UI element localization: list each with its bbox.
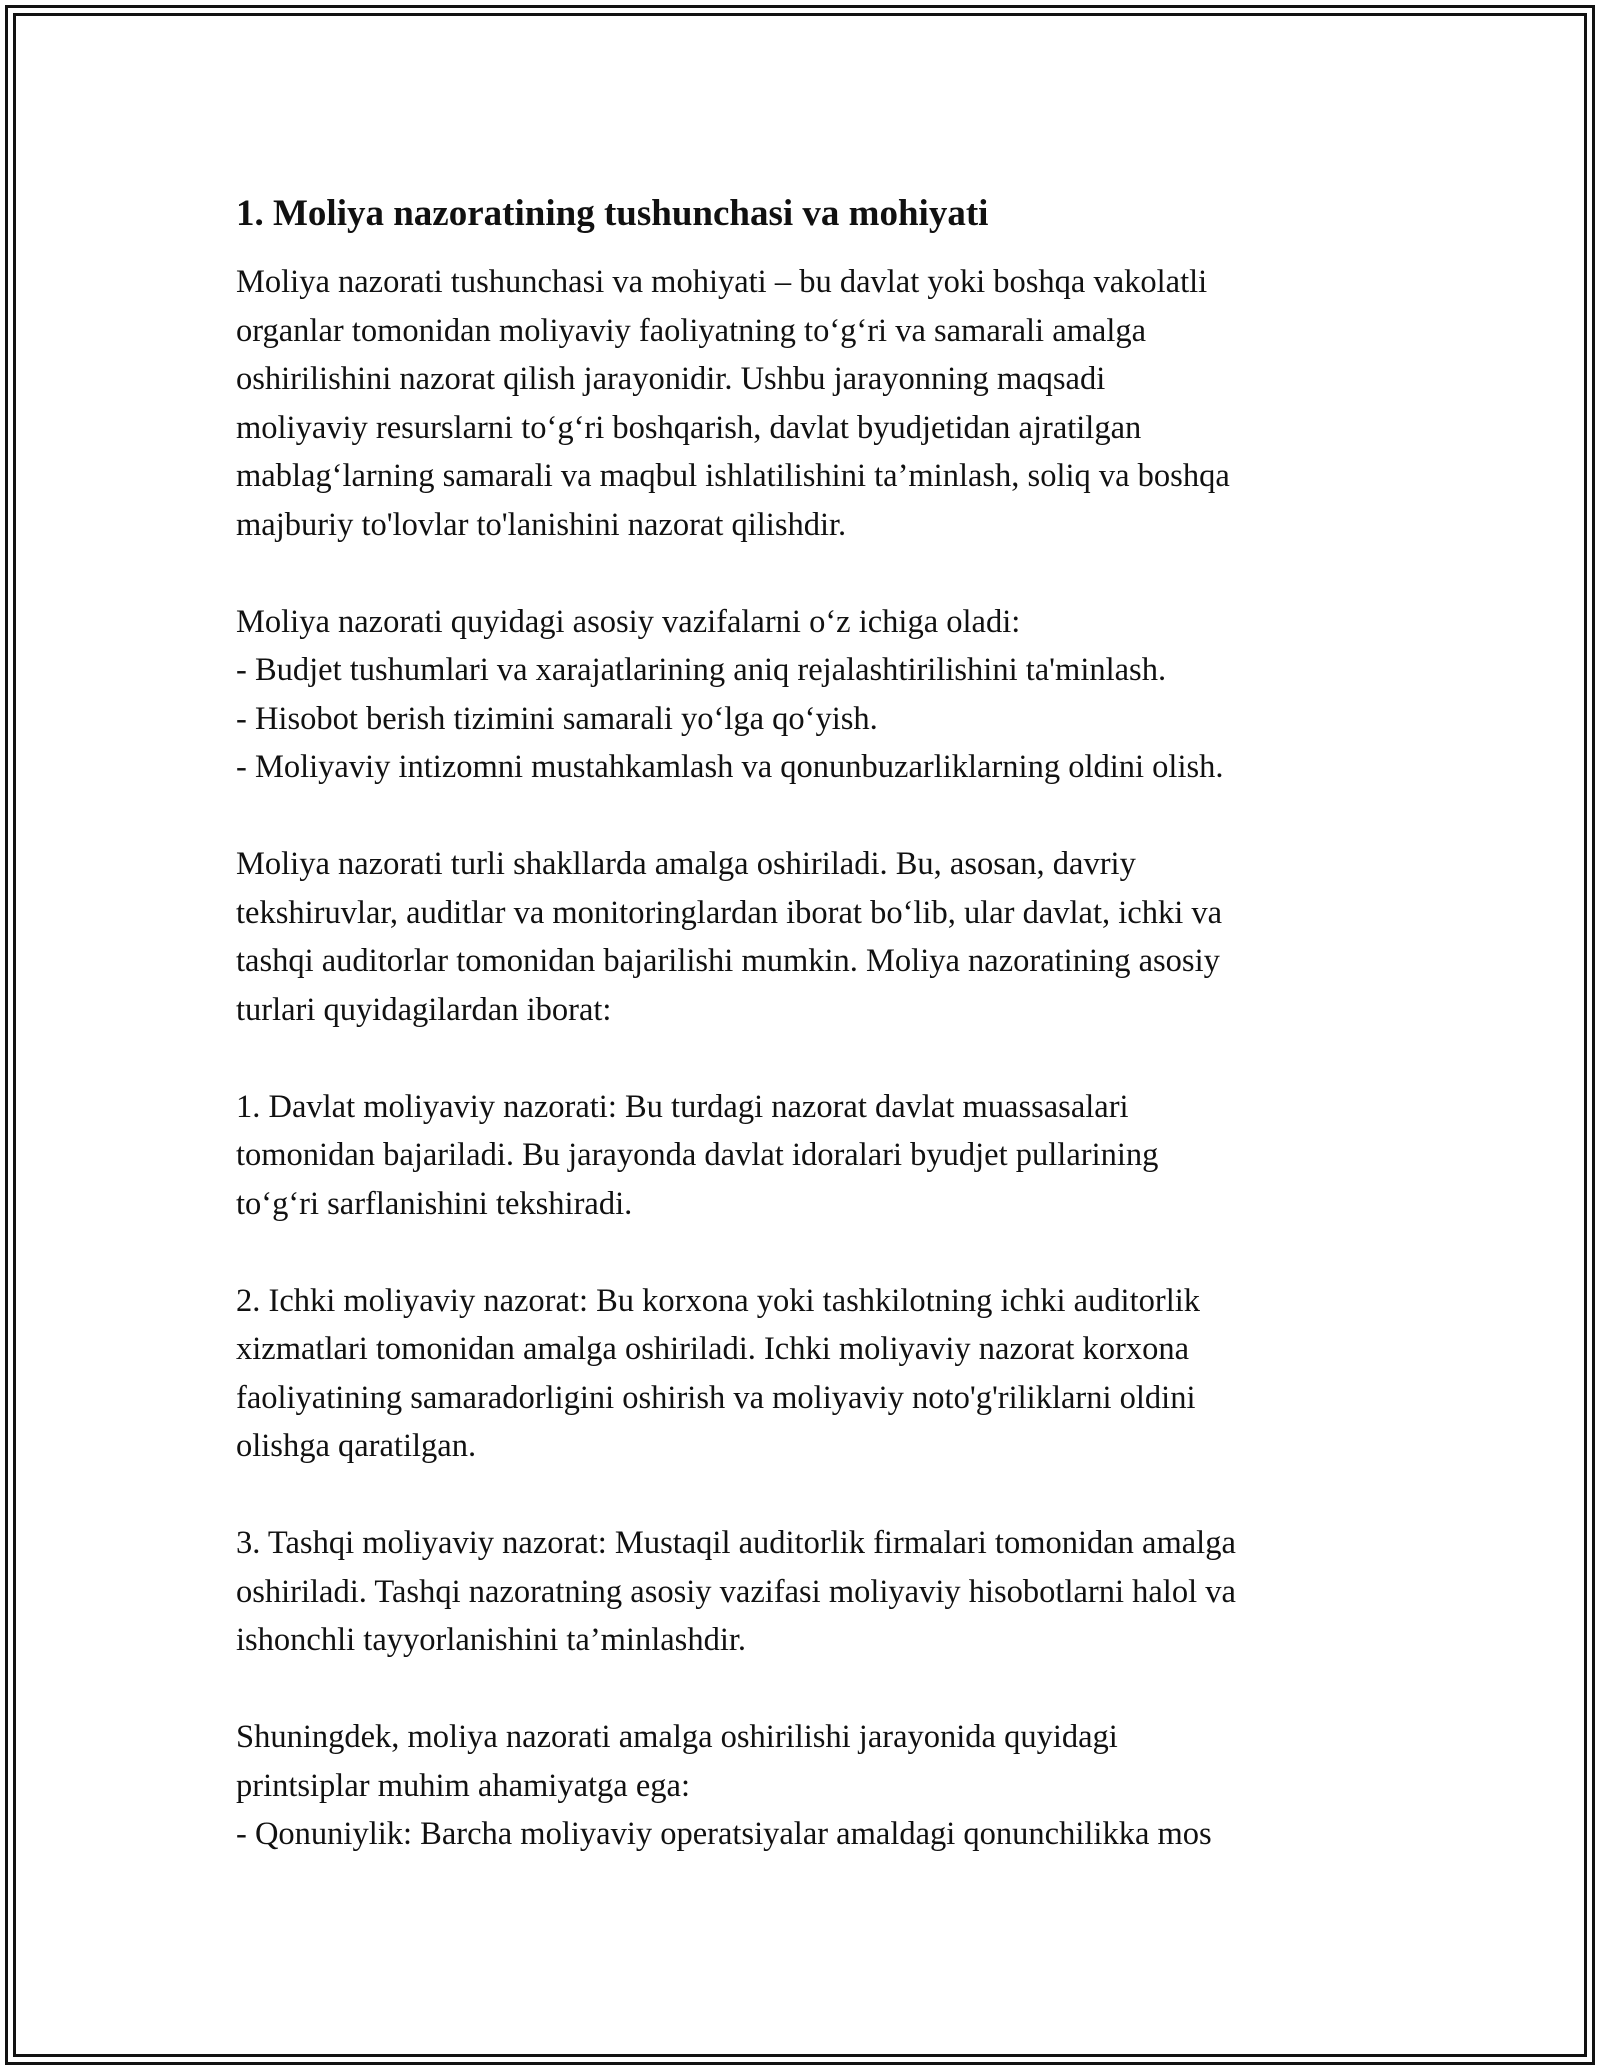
text-line: moliyaviy resurslarni to‘g‘ri boshqarish, davlat byudjetidan ajratilgan [236,409,1142,446]
text-line: faoliyatining samaradorligini oshirish va moliyaviy noto'g'riliklarni oldini [236,1379,1196,1416]
paragraph-spacer [236,792,1386,841]
paragraph-spacer [236,1665,1386,1714]
text-line: to‘g‘ri sarflanishini tekshiradi. [236,1185,633,1222]
paragraph-principles [236,1713,1386,1859]
text-line: Moliya nazorati turli shakllarda amalga oshiriladi. Bu, asosan, davriy [236,846,1136,882]
text-line: organlar tomonidan moliyaviy faoliyatning to‘g‘ri va samarali amalga [236,312,1147,349]
paragraph-state-control [236,1083,1386,1229]
paragraph-internal-control [236,1277,1386,1471]
page-title: 1. Moliya nazoratining tushunchasi va mohiyati [236,193,989,234]
text-line: olishga qaratilgan. [236,1428,477,1464]
list-item: - Hisobot berish tizimini samarali yo‘lga qo‘yish. [236,700,878,737]
paragraph-spacer [236,1034,1386,1083]
paragraph-external-control [236,1519,1386,1665]
text-line: tashqi auditorlar tomonidan bajarilishi mumkin. Moliya nazoratining asosiy [236,943,1220,979]
list-item: - Moliyaviy intizomni mustahkamlash va qonunbuzarliklarning oldini olish. [236,749,1224,785]
text-line: printsiplar muhim ahamiyatga ega: [236,1767,690,1804]
text-line: tomonidan bajariladi. Bu jarayonda davlat idoralari byudjet pullarining [236,1137,1159,1173]
text-line: Moliya nazorati tushunchasi va mohiyati – bu davlat yoki boshqa vakolatli [236,264,1208,300]
text-line: Shuningdek, moliya nazorati amalga oshirilishi jarayonida quyidagi [236,1719,1118,1755]
paragraph-definition [236,258,1386,549]
text-line: Moliya nazorati quyidagi asosiy vazifalarni o‘z ichiga oladi: [236,603,1021,640]
list-item: - Budjet tushumlari va xarajatlarining aniq rejalashtirilishini ta'minlash. [236,652,1167,688]
paragraph-spacer [236,549,1386,598]
text-line: xizmatlari tomonidan amalga oshiriladi. Ichki moliyaviy nazorat korxona [236,1331,1190,1367]
paragraph-spacer [236,1471,1386,1520]
text-line: tekshiruvlar, auditlar va monitoringlardan iborat bo‘lib, ular davlat, ichki va [236,894,1223,931]
text-line: 1. Davlat moliyaviy nazorati: Bu turdagi nazorat davlat muassasalari [236,1088,1129,1125]
paragraph-spacer [236,1228,1386,1277]
list-item: - Qonuniylik: Barcha moliyaviy operatsiyalar amaldagi qonunchilikka mos [236,1816,1212,1852]
text-line: oshirilishini nazorat qilish jarayonidir. Ushbu jarayonning maqsadi [236,361,1106,397]
text-line: 2. Ichki moliyaviy nazorat: Bu korxona yoki tashkilotning ichki auditorlik [236,1282,1201,1319]
text-line: turlari quyidagilardan iborat: [236,991,612,1028]
text-line: 3. Tashqi moliyaviy nazorat: Mustaqil auditorlik firmalari tomonidan amalga [236,1525,1236,1561]
text-line: majburiy to'lovlar to'lanishini nazorat qilishdir. [236,506,847,543]
document-body [236,186,1386,1859]
paragraph-forms [236,840,1386,1034]
text-line: ishonchli tayyorlanishini ta’minlashdir. [236,1622,747,1658]
title-spacer [236,242,1386,258]
paragraph-tasks [236,598,1386,792]
text-line: mablag‘larning samarali va maqbul ishlatilishini ta’minlash, soliq va boshqa [236,458,1230,494]
text-line: oshiriladi. Tashqi nazoratning asosiy vazifasi moliyaviy hisobotlarni halol va [236,1573,1236,1610]
